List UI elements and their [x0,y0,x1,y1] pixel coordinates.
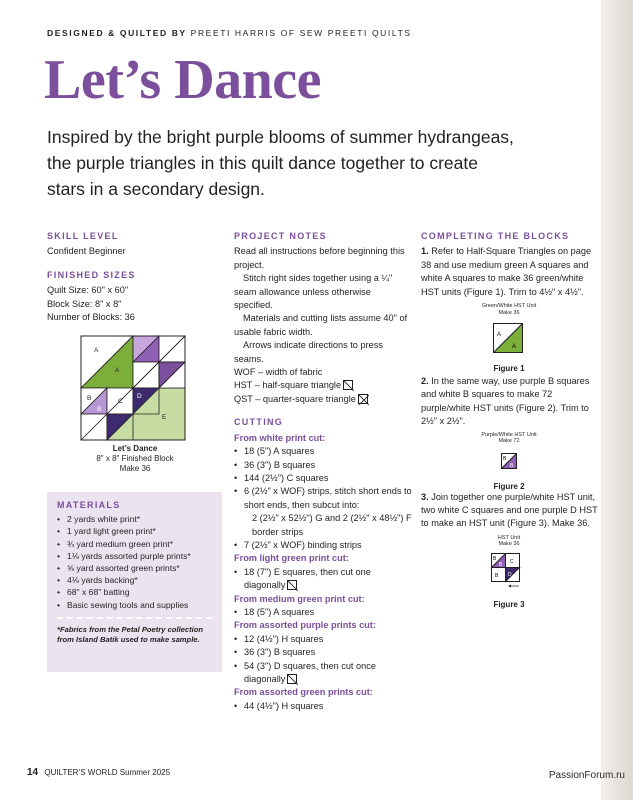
figure-1-caption: Figure 1 [493,364,525,374]
abbrev-qst: QST – quarter-square triangle [234,393,356,404]
figure-label: B [503,455,507,462]
list-item-text: 18 (7") E squares, then cut one diagonally [244,566,371,591]
figure-title: Green/White HST Unit [481,303,537,310]
sub-item: 2 (2½" x 52½") G and 2 (2½" x 48½") F border strips [252,513,412,537]
note-paragraph: Materials and cutting lists assume 40" of usable fabric width. [234,313,408,337]
credit-name: PREETI HARRIS OF SEW PREETI QUILTS [190,28,412,38]
column-left [47,230,223,484]
issue: Summer 2025 [119,768,171,777]
completing-heading: COMPLETING THE BLOCKS [421,231,570,241]
list-item-text: 54 (3") D squares, then cut once diagonally [244,660,376,684]
hst-icon [287,580,297,590]
page-footer [27,767,170,778]
divider [57,617,212,619]
column-middle [234,230,412,713]
block-caption [47,444,223,474]
skill-level-value: Confident Beginner [47,246,126,257]
figure-label: B [493,555,497,562]
list-item: • 1 yard light green print* [57,525,212,537]
abbrev-wof: WOF – width of fabric [234,367,323,378]
figure-make: Make 36 [498,309,520,316]
figure-label: A [497,332,502,339]
column-right [421,230,599,611]
block-label: C [118,398,123,406]
list-item: • 2 yards white print* [57,513,212,525]
hst-icon [343,380,353,390]
list-item: • 6 (2½" x WOF) strips, stitch short ends to short ends, then subcut into: [234,485,412,512]
figure-label: B [495,572,499,579]
block-label: B [97,406,102,414]
list-item: • 68" x 68" batting [57,586,212,598]
cut-purple-list [234,633,412,687]
note-paragraph: Read all instructions before beginning this project. [234,246,405,270]
figure-2-label [469,432,549,445]
block-caption-make: Make 36 [119,464,151,474]
block-caption-size: 8" x 8" Finished Block [96,454,174,464]
block-label: D [137,393,142,401]
project-notes-heading: PROJECT NOTES [234,231,327,241]
list-item: • 18 (5") A squares [234,606,412,619]
block-diagram [47,334,223,484]
figure-3-caption: Figure 3 [493,599,525,609]
cut-green-heading: From assorted green prints cut: [234,687,373,698]
figure-label: B [499,561,503,568]
quilt-size: Quilt Size: 60" x 60" [47,285,129,296]
step-number: 2. [421,376,429,387]
list-item [234,566,412,593]
step-text: In the same way, use purple B squares and white B squares to make 72 purple/white HST units (Figure 2). Trim to 2½" x 2½". [421,376,590,427]
materials-heading: MATERIALS [57,500,121,510]
figure-make: Make 36 [498,541,520,548]
cut-white-heading: From white print cut: [234,432,326,443]
figure-make: Make 72 [498,438,520,445]
step-number: 1. [421,246,429,257]
note-paragraph: Stitch right sides together using a ¼" seam allowance unless otherwise specified. [234,273,393,311]
page-number: 14 [27,767,39,778]
block-label: A [94,347,99,355]
figure-2-caption: Figure 2 [493,481,525,491]
figure-label: C [510,558,514,565]
magazine-name: QUILTER’S WORLD [44,768,118,777]
step-3 [421,491,599,531]
abbrev-hst-row [234,379,412,392]
cut-medium-green-list [234,606,412,619]
block-count: Number of Blocks: 36 [47,312,135,323]
abbrev-hst: HST – half-square triangle [234,380,342,391]
finished-sizes-heading: FINISHED SIZES [47,269,136,280]
watermark: PassionForum.ru [548,770,625,781]
list-item: • 144 (2½") C squares [234,472,412,485]
figure-label: D [508,571,512,578]
figure-3-svg [491,553,525,591]
block-label: E [162,414,167,422]
cut-light-green-list [234,566,412,593]
credit-lead: DESIGNED & QUILTED BY [47,28,187,38]
abbrev-qst-row [234,393,412,406]
list-item: • 44 (4½") H squares [234,700,412,713]
list-item: • Basic sewing tools and supplies [57,599,212,611]
figure-1-svg [493,323,523,353]
block-label: B [87,395,92,403]
step-2 [421,375,599,429]
list-item: • 4⅛ yards backing* [57,574,212,586]
figure-3-label [469,535,549,548]
list-item: • 18 (5") A squares [234,445,412,458]
list-item: • 36 (3") B squares [234,459,412,472]
cut-white-list-end [234,539,412,552]
plant-photo-edge [601,0,633,800]
list-item: • ¾ yard medium green print* [57,538,212,550]
list-item: • 36 (3") B squares [234,646,412,659]
figure-2 [421,429,599,491]
pattern-title: Let’s Dance [44,49,322,111]
step-text: Refer to Half-Square Triangles on page 38 and use medium green A squares and white A squares to make 36 green/white HST units (Figure 1). Trim to 4½" x 4½". [421,246,592,297]
intro-paragraph: Inspired by the bright purple blooms of summer hydrangeas, the purple triangles in this quilt dance together to create stars in a secondary design. [47,127,514,199]
list-item: • 12 (4½") H squares [234,633,412,646]
list-item: • 1⅛ yards assorted purple prints* [57,550,212,562]
materials-list [57,513,212,611]
list-item [234,660,412,687]
figure-title: HST Unit [497,534,521,541]
materials-panel [47,492,222,672]
figure-1-label [469,303,549,316]
hst-icon [287,674,297,684]
designer-credit [47,28,412,38]
cut-purple-heading: From assorted purple prints cut: [234,620,376,631]
cutting-heading: CUTTING [234,417,284,428]
fabric-note: *Fabrics from the Petal Poetry collection from Island Batik used to make sample. [57,624,204,644]
cut-medium-green-heading: From medium green print cut: [234,593,365,604]
figure-title: Purple/White HST Unit [481,431,537,438]
cut-green-list [234,700,412,713]
step-text: Join together one purple/white HST unit, two white C squares and one purple D HST to make an HST unit (Figure 3). Make 36. [421,491,598,529]
figure-3 [421,531,599,611]
figure-label: B [510,462,514,469]
list-item: • 7 (2½" x WOF) binding strips [234,539,412,552]
figure-1 [421,299,599,375]
block-caption-title: Let’s Dance [112,444,158,454]
cut-white-list [234,445,412,512]
figure-2-svg [501,453,517,469]
step-number: 3. [421,491,429,502]
skill-level-heading: SKILL LEVEL [47,231,119,241]
qst-icon [358,394,368,404]
step-1 [421,245,599,299]
list-item: • ⅝ yard assorted green prints* [57,562,212,574]
block-label: A [115,367,120,375]
figure-label: A [512,344,517,351]
block-diagram-svg [47,334,223,442]
block-size: Block Size: 8" x 8" [47,298,122,309]
cut-light-green-heading: From light green print cut: [234,553,349,564]
note-paragraph: Arrows indicate directions to press seams. [234,340,383,364]
